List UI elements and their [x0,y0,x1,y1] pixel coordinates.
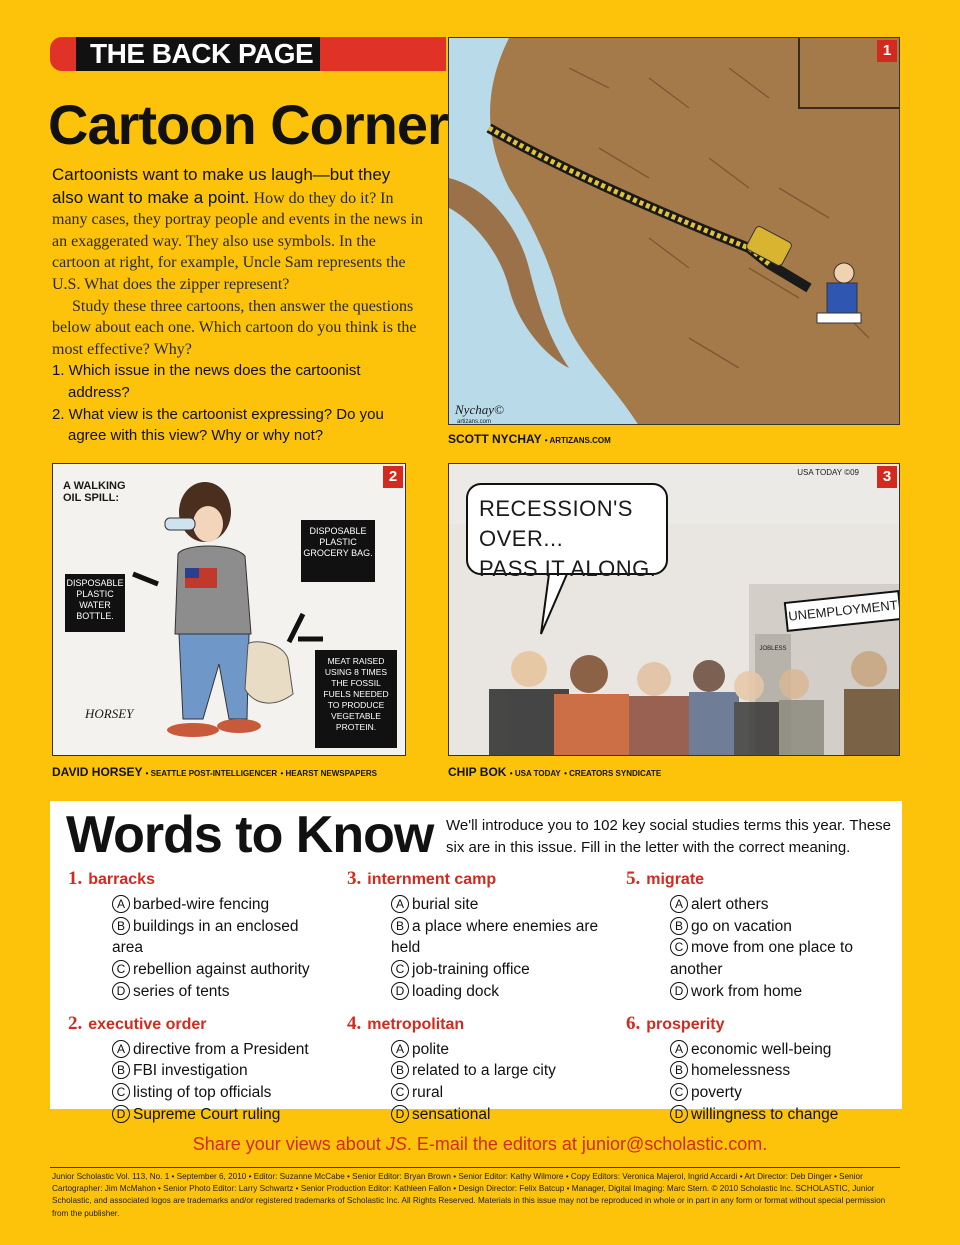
word-option[interactable] [347,981,607,1003]
cartoon-1-source: ARTIZANS.COM [549,436,611,445]
word-number: 3. [347,868,362,889]
word-label: barracks [88,871,155,888]
word-option[interactable] [626,1039,886,1061]
word-label: prosperity [646,1015,725,1033]
fine-print: Junior Scholastic Vol. 113, No. 1 • September 6, 2010 • Editor: Suzanne McCabe • Senior Editor: Bryan Brown • Senior Editor: Kathy Wilmore • Copy Editors: Veronica Majerol, Ingrid Accardi • Art Director: Deb Dinger • Senior Cartographer: Jim McMahon • Senior Photo Editor: Larry Schwartz • Senior Production Editor: Kathleen Fallon • Design Director: Felix Batcup • Manager, Digital Imaging: Marc Stern. © 2010 Scholastic Inc. SCHOLASTIC, Junior Scholastic, and associated logos are trademarks and/or registered trademarks of Scholastic Inc. All Rights Reserved. Materials in this issue may not be reproduced in whole or in part in any form or format without special permission from the publisher. [52,1172,886,1218]
cartoon-2-artist: DAVID HORSEY [52,765,143,779]
option-letter-bubble[interactable]: C [670,1083,688,1101]
word-option[interactable] [68,894,328,916]
option-text: work from home [691,982,803,1000]
option-text: sensational [412,1105,491,1123]
word-option[interactable] [68,959,328,981]
cartoon-2-source-1: SEATTLE POST-INTELLIGENCER [150,769,278,778]
option-text: listing of top officials [133,1083,272,1101]
option-text: economic well-being [691,1040,832,1058]
question-list [52,360,424,446]
option-text: barbed-wire fencing [133,896,270,913]
word-label: internment camp [367,871,497,888]
cartoon-3-number: 3 [877,466,897,488]
cartoon-1-number: 1 [877,40,897,62]
cartoon-1 [448,37,900,425]
words-column [68,868,328,1135]
cartoon-1-credit: SCOTT NYCHAY • ARTIZANS.COM [448,432,611,446]
word-item [626,1013,886,1126]
cartoon-2-bottle-label: DISPOSABLE PLASTIC WATER BOTTLE. [66,578,124,621]
word-option[interactable] [626,981,886,1003]
cartoon-1-sig-sub: artizans.com [457,419,492,425]
cartoon-3-credit: CHIP BOK • USA TODAY • CREATORS SYNDICATE [448,765,662,779]
word-term [68,868,328,890]
option-text: burial site [412,896,479,913]
cartoon-3-source-1: USA TODAY [514,769,561,778]
cartoon-3-bubble-line-2: PASS IT ALONG. [479,556,657,581]
option-letter-bubble[interactable]: D [391,982,409,1000]
option-letter-bubble[interactable]: A [391,1040,409,1058]
word-option[interactable] [626,1082,886,1104]
option-letter-bubble[interactable]: C [112,960,130,978]
option-letter-bubble[interactable]: B [391,1061,409,1079]
word-label: metropolitan [367,1015,465,1033]
cartoon-3-bubble-line-1: RECESSION'S OVER... [479,496,633,551]
cartoon-2-source-2: HEARST NEWSPAPERS [285,769,377,778]
question-2: 2. What view is the cartoonist expressing? Do you agree with this view? Why or why not? [52,405,384,445]
option-letter-bubble[interactable]: B [112,917,130,935]
intro-text [52,164,424,447]
word-option[interactable] [626,937,886,980]
option-letter-bubble[interactable]: D [670,1105,688,1123]
share-text-1: Share your views about [192,1134,386,1154]
option-text: series of tents [133,982,230,1000]
cartoon-3-bubble [479,494,659,584]
option-letter-bubble[interactable]: B [670,917,688,935]
share-text-em: JS [385,1134,407,1154]
word-option[interactable] [68,1104,328,1126]
word-option[interactable] [68,916,328,959]
option-text: move from one place to another [670,939,853,979]
word-item [347,1013,607,1126]
word-term [347,868,607,890]
cartoon-2-caption: A WALKING OIL SPILL: [63,480,126,504]
footer-rule [50,1167,900,1168]
option-letter-bubble[interactable]: C [391,1083,409,1101]
intro-lead: Cartoonists want to make us laugh—but they also want to make a point. [52,165,391,207]
word-item [626,868,886,1003]
cartoon-2 [52,463,406,756]
word-option[interactable] [626,894,886,916]
word-term [626,868,886,890]
section-banner [50,37,446,71]
cartoon-3-source-2: CREATORS SYNDICATE [569,769,662,778]
word-option[interactable] [347,894,607,916]
word-option[interactable] [68,1060,328,1082]
word-option[interactable] [68,1039,328,1061]
words-column [626,868,886,1135]
word-item [347,868,607,1003]
cartoon-2-number: 2 [383,466,403,488]
option-text: go on vacation [691,917,792,935]
words-title: Words to Know [66,806,434,864]
option-text: poverty [691,1083,742,1101]
cartoon-2-credit: DAVID HORSEY • SEATTLE POST-INTELLIGENCER • HEARST NEWSPAPERS [52,765,377,779]
option-text: polite [412,1040,450,1058]
word-option[interactable] [347,1082,607,1104]
words-intro: We'll introduce you to 102 key social studies terms this year. These six are in this issue. Fill in the letter with the correct meaning. [446,817,892,856]
cartoon-3-artist: CHIP BOK [448,765,507,779]
option-letter-bubble[interactable]: A [670,1040,688,1058]
word-number: 1. [68,868,83,889]
word-option[interactable] [626,1104,886,1126]
cartoon-1-artist: SCOTT NYCHAY [448,432,542,446]
option-text: related to a large city [412,1062,556,1080]
cartoon-3-sign-2: JOBLESS [759,646,787,652]
option-letter-bubble[interactable]: D [112,1105,130,1123]
option-text: a place where enemies are held [391,917,599,957]
option-text: buildings in an enclosed area [112,917,299,957]
word-option[interactable] [347,1060,607,1082]
option-text: job-training office [412,961,530,979]
word-option[interactable] [347,916,607,959]
option-text: FBI investigation [133,1062,248,1080]
share-text-2[interactable]: . E-mail the editors at junior@scholastic.com. [406,1134,768,1154]
option-letter-bubble[interactable]: D [670,982,688,1000]
question-1: 1. Which issue in the news does the cartoonist address? [52,362,361,401]
word-item [68,1013,328,1126]
option-text: homelessness [691,1062,791,1080]
word-term [68,1013,328,1035]
word-label: executive order [88,1015,207,1033]
option-letter-bubble[interactable]: A [112,895,130,913]
word-option[interactable] [68,981,328,1003]
cartoon-2-signature: HORSEY [85,706,134,721]
option-text: directive from a President [133,1040,309,1058]
option-letter-bubble[interactable]: A [391,895,409,913]
word-number: 6. [626,1012,641,1034]
word-option[interactable] [626,1060,886,1082]
word-number: 2. [68,1012,83,1034]
word-option[interactable] [68,1082,328,1104]
cartoon-3-sign: UNEMPLOYMENT [784,590,900,632]
option-letter-bubble[interactable]: D [391,1105,409,1123]
cartoon-2-meat-label: MEAT RAISED USING 8 TIMES THE FOSSIL FUELS NEEDED TO PRODUCE VEGETABLE PROTEIN. [323,656,389,732]
option-text: rebellion against authority [133,961,310,979]
word-label: migrate [646,871,705,888]
option-letter-bubble[interactable]: B [670,1061,688,1079]
word-term [347,1013,607,1035]
word-number: 5. [626,868,641,889]
option-letter-bubble[interactable]: C [112,1083,130,1101]
cartoon-3 [448,463,900,756]
section-label: THE BACK PAGE [76,37,320,71]
option-text: rural [412,1083,444,1101]
page-title: Cartoon Corner [48,93,448,156]
share-line [0,1134,960,1155]
option-letter-bubble[interactable]: B [391,917,409,935]
words-to-know [50,801,902,1123]
option-letter-bubble[interactable]: C [670,938,688,956]
word-option[interactable] [347,1104,607,1126]
word-term [626,1013,886,1035]
option-letter-bubble[interactable]: A [112,1040,130,1058]
cartoon-1-signature: Nychay© [455,402,504,417]
option-text: loading dock [412,982,500,1000]
option-text: willingness to change [691,1105,839,1123]
word-option[interactable] [347,959,607,981]
option-letter-bubble[interactable]: B [112,1061,130,1079]
cartoon-1-illustration [449,38,900,425]
option-text: alert others [691,896,769,913]
cartoon-3-signature: USA TODAY ©09 [797,468,859,477]
word-item [68,868,328,1003]
option-letter-bubble[interactable]: D [112,982,130,1000]
intro-body: How do they do it? In many cases, they portray people and events in the news in an exaggerated way. They also use symbols. In the cartoon at right, for example, Uncle Sam represents the U.S. What does the zipper represent? [52,189,423,293]
word-number: 4. [347,1012,362,1034]
word-option[interactable] [626,916,886,938]
option-letter-bubble[interactable]: C [391,960,409,978]
words-column [347,868,607,1135]
cartoon-2-bag-label: DISPOSABLE PLASTIC GROCERY BAG. [303,526,373,558]
option-text: Supreme Court ruling [133,1105,281,1123]
option-letter-bubble[interactable]: A [670,895,688,913]
intro-instructions: Study these three cartoons, then answer the questions below about each one. Which cartoon do you think is the most effective? Why? [52,297,417,358]
word-option[interactable] [347,1039,607,1061]
